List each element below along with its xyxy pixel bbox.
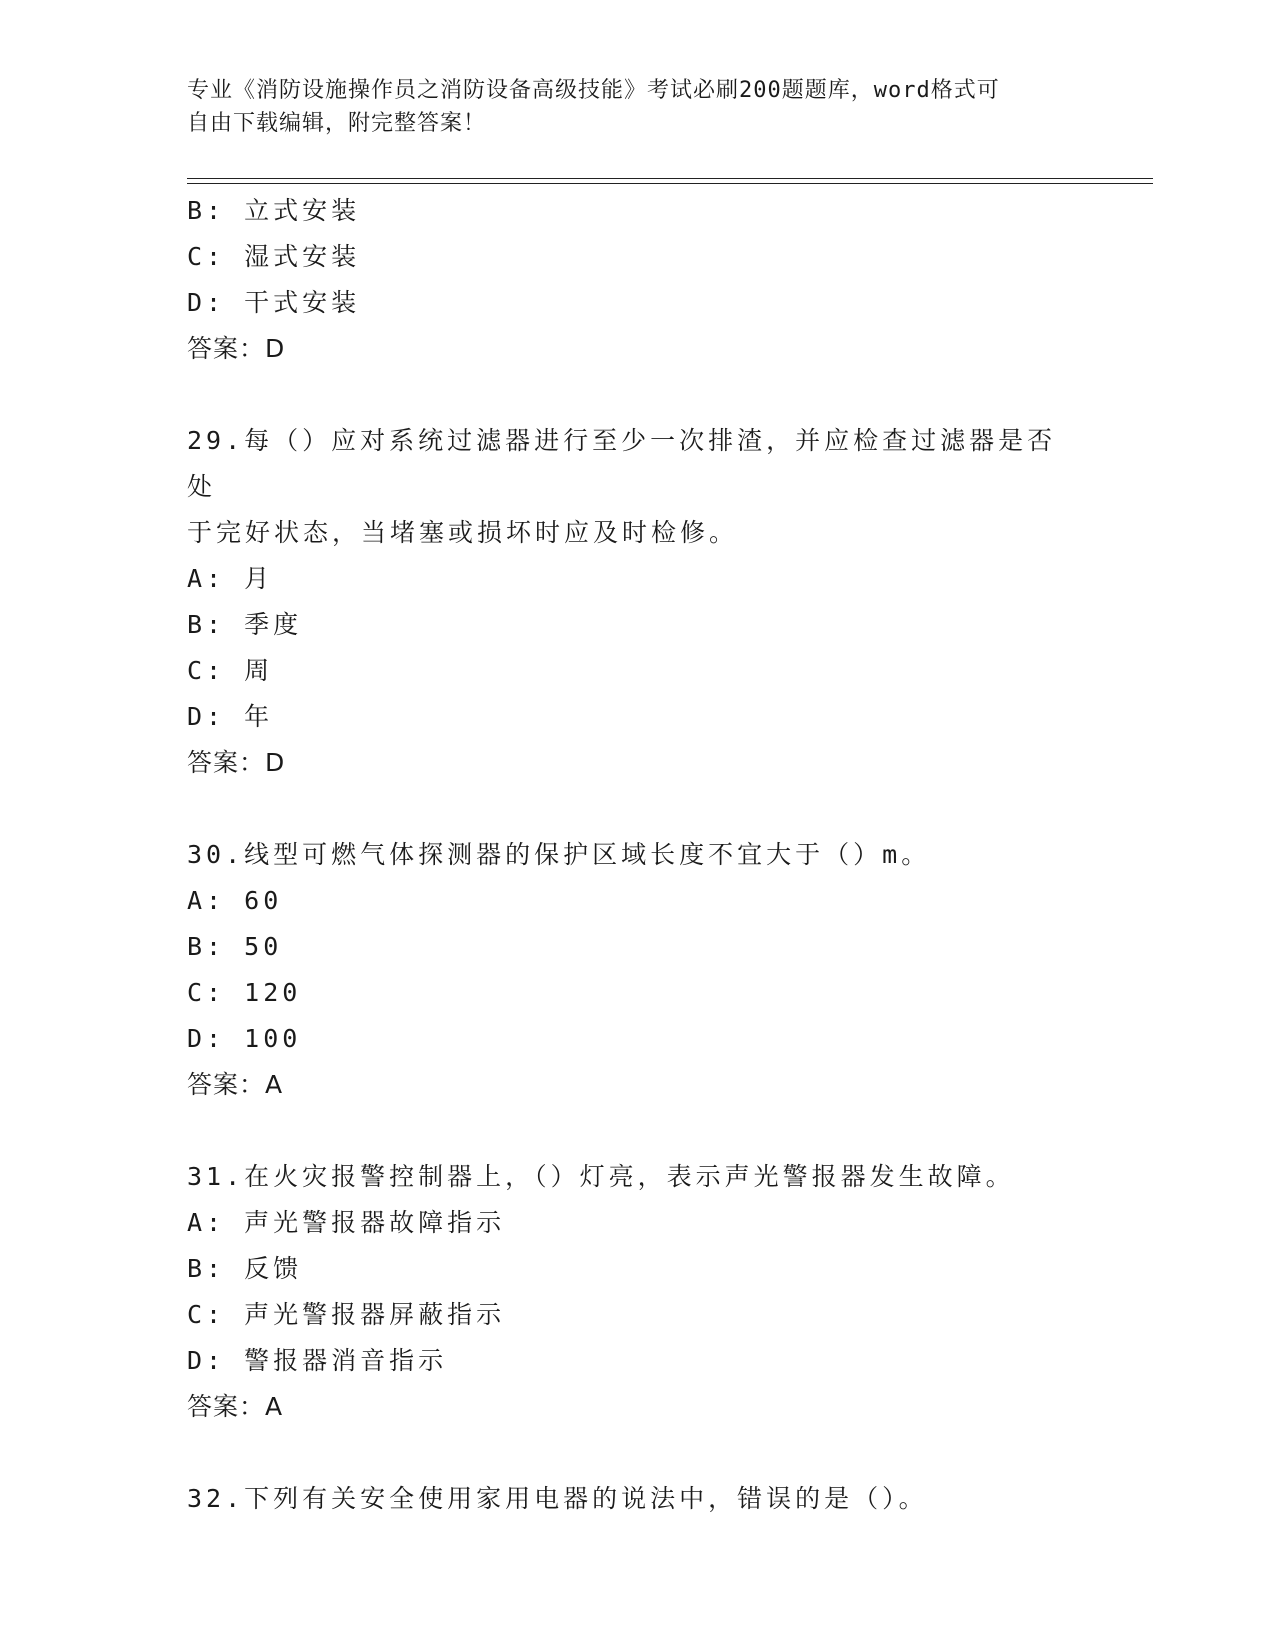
option-text: 月: [244, 564, 274, 593]
answer-line: 答案：D: [187, 748, 286, 777]
option-b: [187, 188, 1087, 234]
option-text: 季度: [244, 610, 303, 639]
question-stem-line: 31.在火灾报警控制器上，（）灯亮，表示声光警报器发生故障。: [187, 1162, 1015, 1191]
option-letter: A:: [187, 564, 226, 593]
option-b: [187, 924, 1087, 970]
question-stem: [187, 1154, 1067, 1200]
option-text: 60: [244, 886, 283, 915]
option-c: [187, 970, 1087, 1016]
option-text: 100: [244, 1024, 302, 1053]
option-letter: D:: [187, 288, 226, 317]
option-c: [187, 648, 1087, 694]
option-text: 年: [244, 702, 274, 731]
option-c: [187, 234, 1087, 280]
option-text: 警报器消音指示: [244, 1346, 448, 1375]
header-divider-bottom: [187, 183, 1153, 184]
option-a: [187, 556, 1087, 602]
question-stem: [187, 1476, 1067, 1522]
option-letter: B:: [187, 932, 226, 961]
document-header: [187, 74, 1067, 140]
option-b: [187, 602, 1087, 648]
option-text: 湿式安装: [244, 242, 361, 271]
question-stem-line: 32.下列有关安全使用家用电器的说法中，错误的是（）。: [187, 1484, 928, 1513]
question-list: [187, 188, 1087, 1522]
option-d: [187, 1016, 1087, 1062]
option-a: [187, 1200, 1087, 1246]
option-letter: D:: [187, 1024, 226, 1053]
spacer: [187, 372, 1087, 418]
option-c: [187, 1292, 1087, 1338]
option-letter: B:: [187, 610, 226, 639]
option-text: 声光警报器屏蔽指示: [244, 1300, 506, 1329]
option-d: [187, 280, 1087, 326]
option-d: [187, 1338, 1087, 1384]
question-stem: [187, 832, 1067, 878]
option-letter: C:: [187, 978, 226, 1007]
option-letter: C:: [187, 656, 226, 685]
question-stem-line: 30.线型可燃气体探测器的保护区域长度不宜大于（）m。: [187, 840, 931, 869]
option-d: [187, 694, 1087, 740]
option-letter: A:: [187, 1208, 226, 1237]
option-letter: C:: [187, 242, 226, 271]
question-stem: [187, 418, 1067, 556]
option-text: 50: [244, 932, 283, 961]
option-text: 干式安装: [244, 288, 361, 317]
header-line-1: 专业《消防设施操作员之消防设备高级技能》考试必刷200题题库，word格式可: [187, 78, 1000, 103]
spacer: [187, 1108, 1087, 1154]
option-letter: C:: [187, 1300, 226, 1329]
header-line-2: 自由下载编辑，附完整答案！: [187, 111, 487, 136]
spacer: [187, 786, 1087, 832]
answer-line: 答案：A: [187, 1392, 284, 1421]
option-text: 立式安装: [244, 196, 361, 225]
option-text: 声光警报器故障指示: [244, 1208, 506, 1237]
header-divider-top: [187, 178, 1153, 179]
answer-line: 答案：A: [187, 1070, 284, 1099]
question-stem-line: 29.每（）应对系统过滤器进行至少一次排渣，并应检查过滤器是否处: [187, 426, 1057, 501]
option-a: [187, 878, 1087, 924]
option-text: 反馈: [244, 1254, 303, 1283]
option-b: [187, 1246, 1087, 1292]
option-text: 周: [244, 656, 274, 685]
answer-line: 答案：D: [187, 334, 286, 363]
spacer: [187, 1430, 1087, 1476]
option-letter: A:: [187, 886, 226, 915]
option-letter: D:: [187, 702, 226, 731]
option-text: 120: [244, 978, 302, 1007]
option-letter: B:: [187, 196, 226, 225]
option-letter: B:: [187, 1254, 226, 1283]
question-stem-line: 于完好状态，当堵塞或损坏时应及时检修。: [187, 518, 739, 547]
option-letter: D:: [187, 1346, 226, 1375]
